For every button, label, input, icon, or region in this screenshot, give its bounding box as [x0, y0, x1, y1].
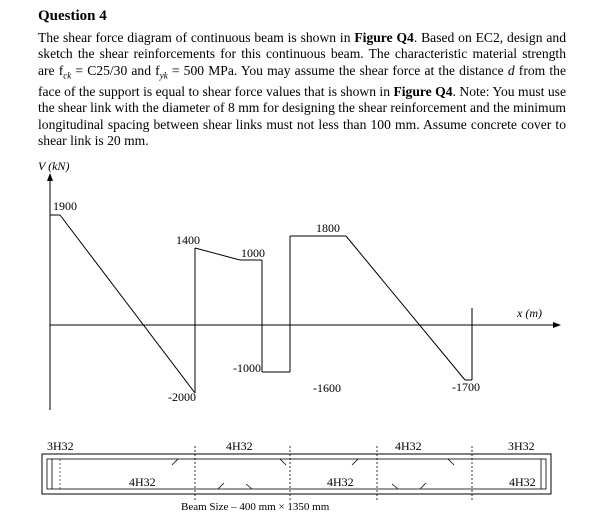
x-axis-arrow	[553, 322, 561, 328]
label-1000: 1000	[241, 246, 265, 260]
question-text-run: ck	[63, 70, 72, 81]
label-minus-1000: -1000	[233, 361, 261, 375]
bottom-bar-label-3: 4H32	[509, 475, 536, 489]
bottom-bar-label-2: 4H32	[327, 475, 354, 489]
sf-segment-1-slope	[60, 215, 195, 393]
x-axis-label: x (m)	[517, 306, 542, 320]
question-text-run: . Based on EC2, design and sketch the shear reinforcements for this continuous beam. The characteristic material strength are f	[38, 30, 566, 78]
top-bar-label-3: 4H32	[395, 439, 422, 453]
question-text-run: = 500 MPa. You may assume the shear force at the distance	[167, 62, 508, 78]
question-text-run: . Note: You must use the shear link with the diameter of 8 mm for designing the shear reinforcement and the minimum longitudinal spacing between shear links must not less than 100 mm. Assume concrete cover to shear link is 20 mm.	[38, 83, 566, 149]
beam-outer	[42, 454, 551, 494]
label-minus-1600: -1600	[313, 381, 341, 395]
question-text-run: The shear force diagram of continuous beam is shown in	[38, 30, 355, 45]
top-bar-label-4: 3H32	[508, 439, 535, 453]
label-1900: 1900	[53, 199, 77, 213]
y-axis-label: V (kN)	[38, 159, 70, 173]
label-minus-2000: -2000	[168, 390, 196, 404]
question-text-run: d	[507, 62, 515, 78]
bottom-bar-label-1: 4H32	[129, 475, 156, 489]
question-text-run: Figure Q4	[393, 83, 453, 99]
question-text-run: yk	[159, 70, 168, 81]
sf-segment-2-top	[195, 248, 240, 260]
beam-sketch	[42, 439, 551, 513]
y-axis-arrow	[47, 173, 53, 181]
beam-inner	[47, 459, 546, 489]
question-title: Question 4	[38, 8, 107, 24]
question-text-run: Figure Q4	[354, 30, 414, 45]
question-text-run: from the face of the support is equal to shear force values that is shown in	[38, 62, 566, 99]
label-1800: 1800	[316, 221, 340, 235]
sf-segment-3-slope	[346, 236, 465, 380]
question-text-run: = C25/30 and f	[71, 62, 160, 78]
beam-size-label: Beam Size – 400 mm × 1350 mm	[181, 501, 330, 513]
top-bar-label-2: 4H32	[226, 439, 253, 453]
label-minus-1700: -1700	[452, 380, 480, 394]
top-bar-label-1: 3H32	[47, 439, 74, 453]
label-1400: 1400	[176, 233, 200, 247]
